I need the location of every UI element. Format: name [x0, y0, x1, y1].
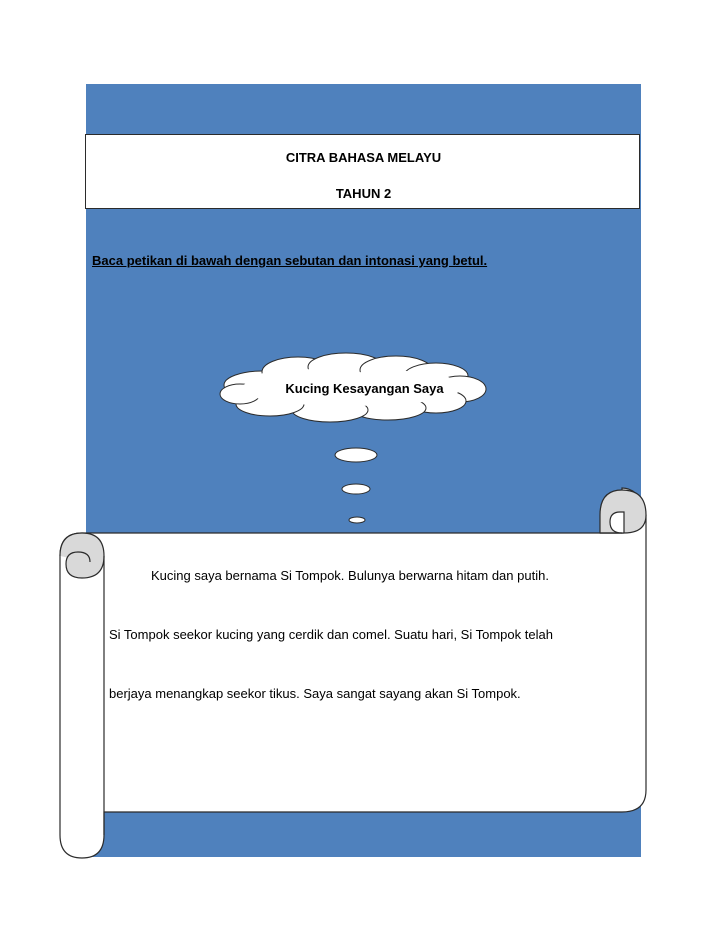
scroll-shape	[60, 488, 646, 858]
story-line-2: Si Tompok seekor kucing yang cerdik dan comel. Suatu hari, Si Tompok telah	[109, 627, 553, 642]
story-title: Kucing Kesayangan Saya	[285, 381, 444, 396]
story-line-1: Kucing saya bernama Si Tompok. Bulunya berwarna hitam dan putih.	[151, 568, 549, 583]
worksheet-level: TAHUN 2	[335, 186, 392, 201]
thought-bubble-large	[335, 448, 377, 462]
thought-bubble-small	[349, 517, 365, 523]
worksheet-title: CITRA BAHASA MELAYU	[285, 150, 442, 165]
thought-bubble-medium	[342, 484, 370, 494]
story-line-3: berjaya menangkap seekor tikus. Saya sangat sayang akan Si Tompok.	[109, 686, 521, 701]
instruction-text: Baca petikan di bawah dengan sebutan dan intonasi yang betul.	[92, 253, 488, 268]
